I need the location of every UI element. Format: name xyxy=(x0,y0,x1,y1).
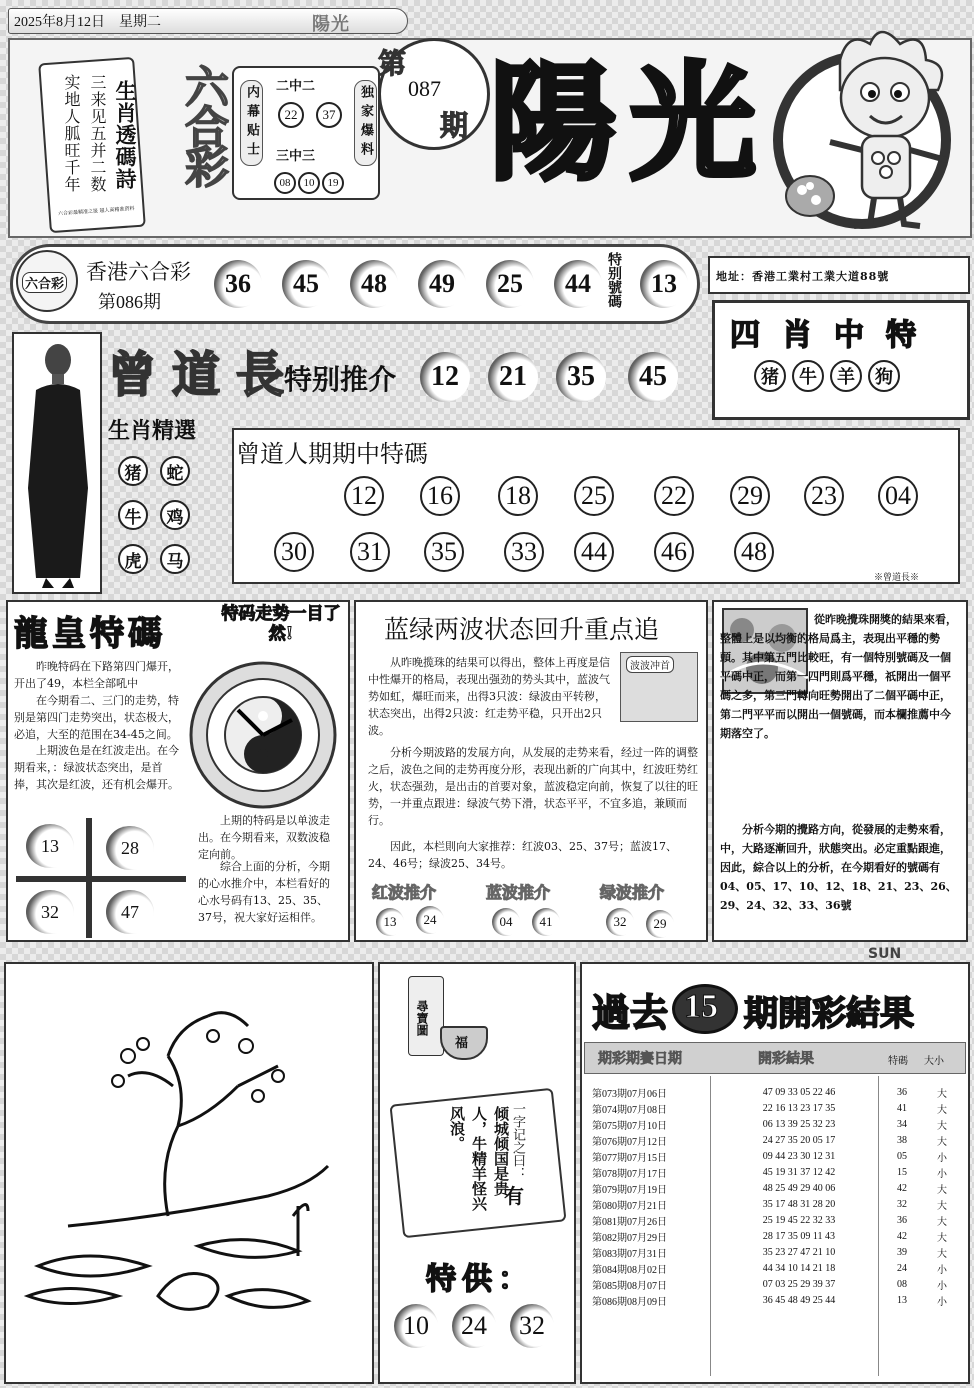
history-date-cell: 第081期07月26日 xyxy=(592,1216,667,1228)
zodiac-select-title: 生肖精選 xyxy=(108,419,197,444)
history-special-cell: 13 xyxy=(897,1294,907,1306)
results-issue: 第086期 xyxy=(98,292,161,312)
history-date-cell: 第074期07月08日 xyxy=(592,1104,667,1116)
history-special-cell: 39 xyxy=(897,1246,907,1258)
period-special-ball: 31 xyxy=(350,532,390,572)
history-date-cell: 第082期07月29日 xyxy=(592,1232,667,1244)
zeng-title: 曾道長 xyxy=(108,347,301,403)
result-ball: 36 xyxy=(214,260,262,308)
history-date-cell: 第075期07月10日 xyxy=(592,1120,667,1132)
baotu-label: 尋寶圖 xyxy=(415,1000,429,1036)
brand-small: 陽光 xyxy=(312,14,350,35)
history-col-date: 期彩期賽日期 xyxy=(598,1051,682,1067)
history-numbers-cell: 35 23 27 47 21 10 xyxy=(762,1246,836,1258)
red-wave-label: 红波推介 xyxy=(372,883,437,902)
yizi-text: 一字记之曰： xyxy=(510,1102,525,1180)
blue-wave-ball: 04 xyxy=(492,908,520,936)
history-numbers-cell: 07 03 25 29 39 37 xyxy=(762,1278,836,1290)
dragon-cross-v xyxy=(86,818,92,938)
table-row xyxy=(592,1292,962,1308)
history-numbers-cell: 24 27 35 20 05 17 xyxy=(762,1134,836,1146)
table-row xyxy=(592,1276,962,1292)
history-date-cell: 第073期07月06日 xyxy=(592,1088,667,1100)
wave-para-2: 分析今期波路的发展方向，从发展的走势来看，经过一阵的调整之后，波色之间的走势再度分形，表现出新的广向其中，红波旺势红火，状态强劲，是出击的首要对象，蓝波稳定向前，恢复了以往的旺势，一并重点跟进：绿波气势下滑，状态平平，不宜多追，兼顾而行。 xyxy=(368,746,698,827)
san-zhong-san-label: 三中三 xyxy=(276,149,316,164)
history-numbers-cell: 35 17 48 31 28 20 xyxy=(762,1198,836,1210)
history-special-cell: 32 xyxy=(897,1198,907,1210)
wave-para-3: 因此，本栏則向大家推荐：红波03、25、37号；蓝波17、24、46号；绿波25、34号。 xyxy=(368,840,677,870)
poem-line-2: 实地人胍旺千年 xyxy=(62,74,81,193)
history-size-cell: 小 xyxy=(937,1296,947,1308)
special-offer-label: 特供： xyxy=(426,1262,534,1297)
history-size-cell: 小 xyxy=(937,1168,947,1180)
wave-para-1: 从昨晚揽珠的结果可以得出，整体上再度是信中性爆开的格局，表现出强劲的势头其中，蓝波气势如虹，爆旺而来，出得3只波：绿波由平转秽，状态突出，出得2只波：红走势平稳，只开出2只波。 xyxy=(368,656,610,737)
zeng-recommend-ball: 12 xyxy=(420,352,470,402)
period-special-ball: 29 xyxy=(730,476,770,516)
history-numbers-cell: 36 45 48 49 25 44 xyxy=(762,1294,836,1306)
dragon-cross-h xyxy=(16,876,186,882)
history-numbers-cell: 47 09 33 05 22 46 xyxy=(762,1086,836,1098)
history-numbers-cell: 28 17 35 09 11 43 xyxy=(762,1230,836,1242)
zeng-signature: ※曾道長※ xyxy=(874,573,920,583)
history-special-cell: 36 xyxy=(897,1214,907,1226)
analysis-para-1: 從昨晚攪珠開獎的結果來看，整體上是以均衡的格局爲主，表現出平穩的勢頭。其中第五門比較旺，有一個特別號碼及一個平碼中正，而第一四門則爲平穩，祇開出一個平碼之多，第三門轉向旺勢開出了二個平碼中正，第二門平平而以開出一個號碼，而本欄推薦中今期落空了。 xyxy=(720,613,957,740)
history-col-size: 大小 xyxy=(924,1056,944,1067)
table-row xyxy=(592,1084,962,1100)
tree-pond-sketch xyxy=(8,966,370,1380)
period-special-ball: 30 xyxy=(274,532,314,572)
dragon-para-2: 在今期看二、三门的走势，特别是第四门走势突出，状态极大，必追，大至的范围在34-45之间。 xyxy=(14,694,179,741)
zodiac-pick: 牛 xyxy=(118,500,148,530)
history-date-cell: 第079期07月19日 xyxy=(592,1184,667,1196)
history-size-cell: 大 xyxy=(937,1136,947,1148)
dragon-ball: 32 xyxy=(26,890,74,934)
dragon-ball: 13 xyxy=(26,824,74,868)
table-row xyxy=(592,1100,962,1116)
dragon-title: 龍皇特碼 xyxy=(14,614,166,654)
zodiac-pick: 鸡 xyxy=(160,500,190,530)
history-size-cell: 大 xyxy=(937,1104,947,1116)
dragon-ball: 28 xyxy=(106,826,154,870)
liuhecai-calligraphy: 六合彩 xyxy=(177,64,228,184)
history-date-cell: 第086期08月09日 xyxy=(592,1296,667,1308)
period-special-ball: 44 xyxy=(574,532,614,572)
history-date-cell: 第084期08月02日 xyxy=(592,1264,667,1276)
issue-label-di: 第 xyxy=(378,47,407,80)
history-date-cell: 第076期07月12日 xyxy=(592,1136,667,1148)
main-title: 陽光 xyxy=(490,50,770,197)
period-special-ball: 23 xyxy=(804,476,844,516)
history-title-1: 過去 xyxy=(592,990,669,1035)
period-special-ball: 33 xyxy=(504,532,544,572)
period-special-ball: 22 xyxy=(654,476,694,516)
period-special-ball: 04 xyxy=(878,476,918,516)
table-row xyxy=(592,1148,962,1164)
issue-number: 087 xyxy=(408,76,441,101)
history-numbers-cell: 22 16 13 23 17 35 xyxy=(762,1102,836,1114)
dragon-ball: 47 xyxy=(106,890,154,934)
table-row xyxy=(592,1260,962,1276)
inner-tip-ball: 22 xyxy=(278,102,304,128)
history-special-cell: 42 xyxy=(897,1230,907,1242)
history-title-2: 期開彩結果 xyxy=(744,994,914,1034)
history-special-cell: 05 xyxy=(897,1150,907,1162)
history-date-cell: 第077期07月15日 xyxy=(592,1152,667,1164)
zodiac-pick: 猪 xyxy=(118,456,148,486)
table-row xyxy=(592,1180,962,1196)
wave-badge-text: 波波冲首 xyxy=(626,656,674,673)
special-offer-ball: 10 xyxy=(394,1304,438,1348)
four-zodiac-item: 猪 xyxy=(754,360,786,392)
result-ball: 45 xyxy=(282,260,330,308)
history-special-cell: 38 xyxy=(897,1134,907,1146)
history-size-cell: 大 xyxy=(937,1120,947,1132)
dragon-para-5: 综合上面的分析，今期的心水推介中，本栏看好的心水号码有13、25、35、37号，祝大家好运相伴。 xyxy=(198,860,330,924)
blue-wave-label: 蓝波推介 xyxy=(486,883,551,902)
analysis-para-2: 分析今期的攪路方向，從發展的走勢來看，中，大路逐漸回升，狀態突出。必定重點跟進，因此，綜合以上的分析，在今期看好的號碼有04、05、17、10、12、18、21、23、26、29、24、32、33、36號 xyxy=(720,823,957,912)
header-date: 2025年8月12日 星期二 xyxy=(14,15,161,30)
inner-tip-ball: 19 xyxy=(322,172,344,194)
history-special-cell: 24 xyxy=(897,1262,907,1274)
period-special-ball: 25 xyxy=(574,476,614,516)
history-col-result: 開彩結果 xyxy=(758,1051,814,1067)
table-row xyxy=(592,1116,962,1132)
history-size-cell: 大 xyxy=(937,1232,947,1244)
zeng-recommend-ball: 35 xyxy=(556,352,606,402)
history-size-cell: 大 xyxy=(937,1200,947,1212)
inner-tip-ball: 37 xyxy=(316,102,342,128)
green-wave-ball: 32 xyxy=(606,908,634,936)
zodiac-pick: 马 xyxy=(160,544,190,574)
history-size-cell: 大 xyxy=(937,1184,947,1196)
poem-title: 生肖透碼詩 xyxy=(113,80,138,190)
history-size-cell: 大 xyxy=(937,1088,947,1100)
zodiac-pick: 虎 xyxy=(118,544,148,574)
result-ball: 49 xyxy=(418,260,466,308)
special-number-label: 特别號碼 xyxy=(606,252,622,308)
period-special-ball: 12 xyxy=(344,476,384,516)
history-special-cell: 42 xyxy=(897,1182,907,1194)
er-zhong-er-label: 二中二 xyxy=(276,79,316,94)
poem-footer: 六合彩最精准之报 超人高精准资料 xyxy=(57,205,135,218)
four-zodiac-item: 牛 xyxy=(792,360,824,392)
inner-tips-right-label: 独家爆料 xyxy=(354,80,377,166)
zodiac-pick: 蛇 xyxy=(160,456,190,486)
zeng-portrait xyxy=(18,338,96,590)
inner-tips-left-label: 内幕贴士 xyxy=(240,80,263,166)
history-numbers-cell: 25 19 45 22 32 33 xyxy=(762,1214,836,1226)
poem-line-1: 三来见五并二数 xyxy=(88,74,107,193)
table-row xyxy=(592,1228,962,1244)
bagua-wheel-illustration xyxy=(188,660,338,810)
sun-label: SUN xyxy=(868,946,902,962)
history-special-cell: 08 xyxy=(897,1278,907,1290)
dragon-para-3: 上期波色是在红波走出。在今期看来，：绿波状态突出，是首捧，其次是红波，还有机会爆开。 xyxy=(14,744,179,791)
four-zodiac-item: 狗 xyxy=(868,360,900,392)
sun-mascot-illustration xyxy=(770,20,970,240)
zeng-recommend-ball: 45 xyxy=(628,352,678,402)
period-special-title: 曾道人期期中特碼 xyxy=(236,440,428,468)
table-row xyxy=(592,1132,962,1148)
table-row xyxy=(592,1196,962,1212)
history-numbers-cell: 44 34 10 14 21 18 xyxy=(762,1262,836,1274)
history-numbers-cell: 06 13 39 25 32 23 xyxy=(762,1118,836,1130)
dragon-slogan: 特码走势一目了然! xyxy=(221,604,341,644)
green-wave-ball: 29 xyxy=(646,910,674,938)
history-special-cell: 36 xyxy=(897,1086,907,1098)
table-row xyxy=(592,1244,962,1260)
special-offer-ball: 32 xyxy=(510,1304,554,1348)
inner-tip-ball: 10 xyxy=(298,172,320,194)
zeng-recommend-label: 特别推介 xyxy=(284,363,397,396)
history-table xyxy=(592,1084,962,1308)
fu-char: 福 xyxy=(455,1036,469,1051)
history-size-cell: 小 xyxy=(937,1152,947,1164)
history-size-cell: 大 xyxy=(937,1248,947,1260)
dragon-para-1: 昨晚特码在下路第四门爆开，开出了49，本栏全部吼中 xyxy=(14,660,179,690)
special-result-ball: 13 xyxy=(640,260,688,308)
results-title: 香港六合彩 xyxy=(86,260,191,284)
history-date-cell: 第083期07月31日 xyxy=(592,1248,667,1260)
history-special-cell: 34 xyxy=(897,1118,907,1130)
period-special-ball: 46 xyxy=(654,532,694,572)
history-col-special: 特碼 xyxy=(888,1056,908,1067)
issue-label-qi: 期 xyxy=(440,109,469,142)
dragon-para-4: 上期的特码是以单波走出。在今期看来，双数波稳定向前。 xyxy=(198,814,330,861)
result-ball: 25 xyxy=(486,260,534,308)
green-wave-label: 绿波推介 xyxy=(600,883,665,902)
history-date-cell: 第080期07月21日 xyxy=(592,1200,667,1212)
history-numbers-cell: 09 44 23 30 12 31 xyxy=(762,1150,836,1162)
address-text: 地址：香港工業村工業大道88號 xyxy=(716,270,890,283)
history-size-cell: 小 xyxy=(937,1264,947,1276)
history-date-cell: 第078期07月17日 xyxy=(592,1168,667,1180)
liuhecai-logo-text: 六合彩 xyxy=(22,272,67,293)
history-numbers-cell: 45 19 31 37 12 42 xyxy=(762,1166,836,1178)
result-ball: 44 xyxy=(554,260,602,308)
wave-title: 蓝绿两波状态回升重点追 xyxy=(384,615,660,644)
history-special-cell: 15 xyxy=(897,1166,907,1178)
riddle-text: 倾城倾国是贵人，牛精羊怪兴风浪。 xyxy=(448,1106,510,1211)
result-ball: 48 xyxy=(350,260,398,308)
riddle-answer: 有 xyxy=(504,1184,524,1208)
period-special-ball: 18 xyxy=(498,476,538,516)
table-row xyxy=(592,1212,962,1228)
period-special-ball: 35 xyxy=(424,532,464,572)
special-offer-ball: 24 xyxy=(452,1304,496,1348)
history-size-cell: 大 xyxy=(937,1216,947,1228)
red-wave-ball: 13 xyxy=(376,908,404,936)
four-zodiac-title: 四肖中特 xyxy=(730,318,938,353)
table-row xyxy=(592,1164,962,1180)
history-size-cell: 小 xyxy=(937,1280,947,1292)
history-numbers-cell: 48 25 49 29 40 06 xyxy=(762,1182,836,1194)
inner-tip-ball: 08 xyxy=(274,172,296,194)
history-special-cell: 41 xyxy=(897,1102,907,1114)
zeng-recommend-ball: 21 xyxy=(488,352,538,402)
history-date-cell: 第085期08月07日 xyxy=(592,1280,667,1292)
red-wave-ball: 24 xyxy=(416,906,444,934)
blue-wave-ball: 41 xyxy=(532,908,560,936)
four-zodiac-item: 羊 xyxy=(830,360,862,392)
period-special-ball: 48 xyxy=(734,532,774,572)
period-special-ball: 16 xyxy=(420,476,460,516)
history-count: 15 xyxy=(684,988,718,1025)
